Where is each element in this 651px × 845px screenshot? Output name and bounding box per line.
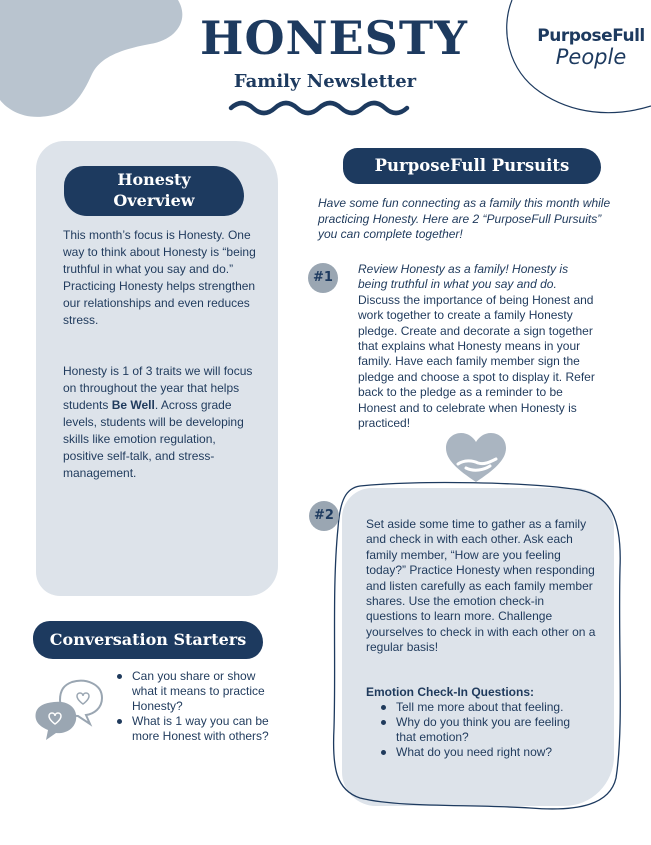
- list-item: Why do you think you are feeling that emotion?: [378, 715, 593, 745]
- list-item: Can you share or show what it means to practice Honesty?: [114, 669, 274, 714]
- pursuits-intro: Have some fun connecting as a family this month while practicing Honesty. Here are 2 “PurposeFull Pursuits” you can complete together!: [318, 196, 611, 242]
- checkin-questions-title: Emotion Check-In Questions:: [366, 685, 535, 699]
- pursuits-heading: PurposeFull Pursuits: [343, 148, 601, 184]
- overview-heading: [64, 166, 244, 216]
- checkin-questions-list: [378, 700, 593, 760]
- pursuit-1-italic: Review Honesty as a family! Honesty is being truthful in what you say and do.: [358, 262, 569, 292]
- overview-paragraph-1: This month’s focus is Honesty. One way to think about Honesty is “being truthful in what you say and do.” Practicing Honesty helps strengthen our relationships and even reduces stress.: [63, 228, 256, 327]
- logo-line1: PurposeFull: [537, 26, 645, 46]
- conversation-starters-list: [114, 669, 274, 744]
- overview-para2-bold: Be Well: [111, 398, 155, 412]
- logo-line2: People: [555, 44, 627, 69]
- list-item: What do you need right now?: [378, 745, 593, 760]
- list-item: Tell me more about that feeling.: [378, 700, 593, 715]
- list-item: What is 1 way you can be more Honest with others?: [114, 714, 274, 744]
- overview-paragraph-2: [63, 363, 258, 482]
- overview-para2-end: . Across grade levels, students will be developing skills like emotion regulation, positive self-talk, and stress-management.: [63, 398, 244, 480]
- newsletter-title: HONESTY: [200, 11, 468, 65]
- conversation-heading: Conversation Starters: [33, 621, 263, 659]
- wave-divider-icon: [228, 98, 414, 120]
- pursuit-1-badge: #1: [308, 263, 338, 293]
- speech-bubbles-icon: [32, 676, 108, 740]
- pursuit-2-text: Set aside some time to gather as a family and check in with each other. Ask each family member, “How are you feeling today?” Practice Honesty when responding and listen carefully as each family member shares. Use the emotion check-in questions to learn more. Challenge yourselves to check in with each other on a regular basis!: [366, 517, 596, 655]
- overview-heading-line2: Overview: [113, 191, 195, 210]
- pursuit-1-body: Discuss the importance of being Honest and work together to create a family Honesty pledge. Create and decorate a sign together that explains what Honesty means in your family. Have each family member sign the pledge and choose a spot to display it. Refer back to the pledge as a reminder to be Honest and to celebrate when Honesty is practiced!: [358, 292, 595, 431]
- newsletter-subtitle: Family Newsletter: [233, 71, 417, 92]
- pursuit-1-text: [358, 262, 598, 431]
- pursuit-2-badge: #2: [309, 501, 339, 531]
- heart-hand-icon: [444, 432, 508, 484]
- overview-heading-line1: Honesty: [117, 170, 191, 189]
- purposefull-people-logo: [536, 28, 646, 68]
- overview-para2-start: Honesty is 1 of 3 traits we will focus on throughout the year that helps students: [63, 364, 253, 412]
- decorative-blob: [0, 0, 200, 120]
